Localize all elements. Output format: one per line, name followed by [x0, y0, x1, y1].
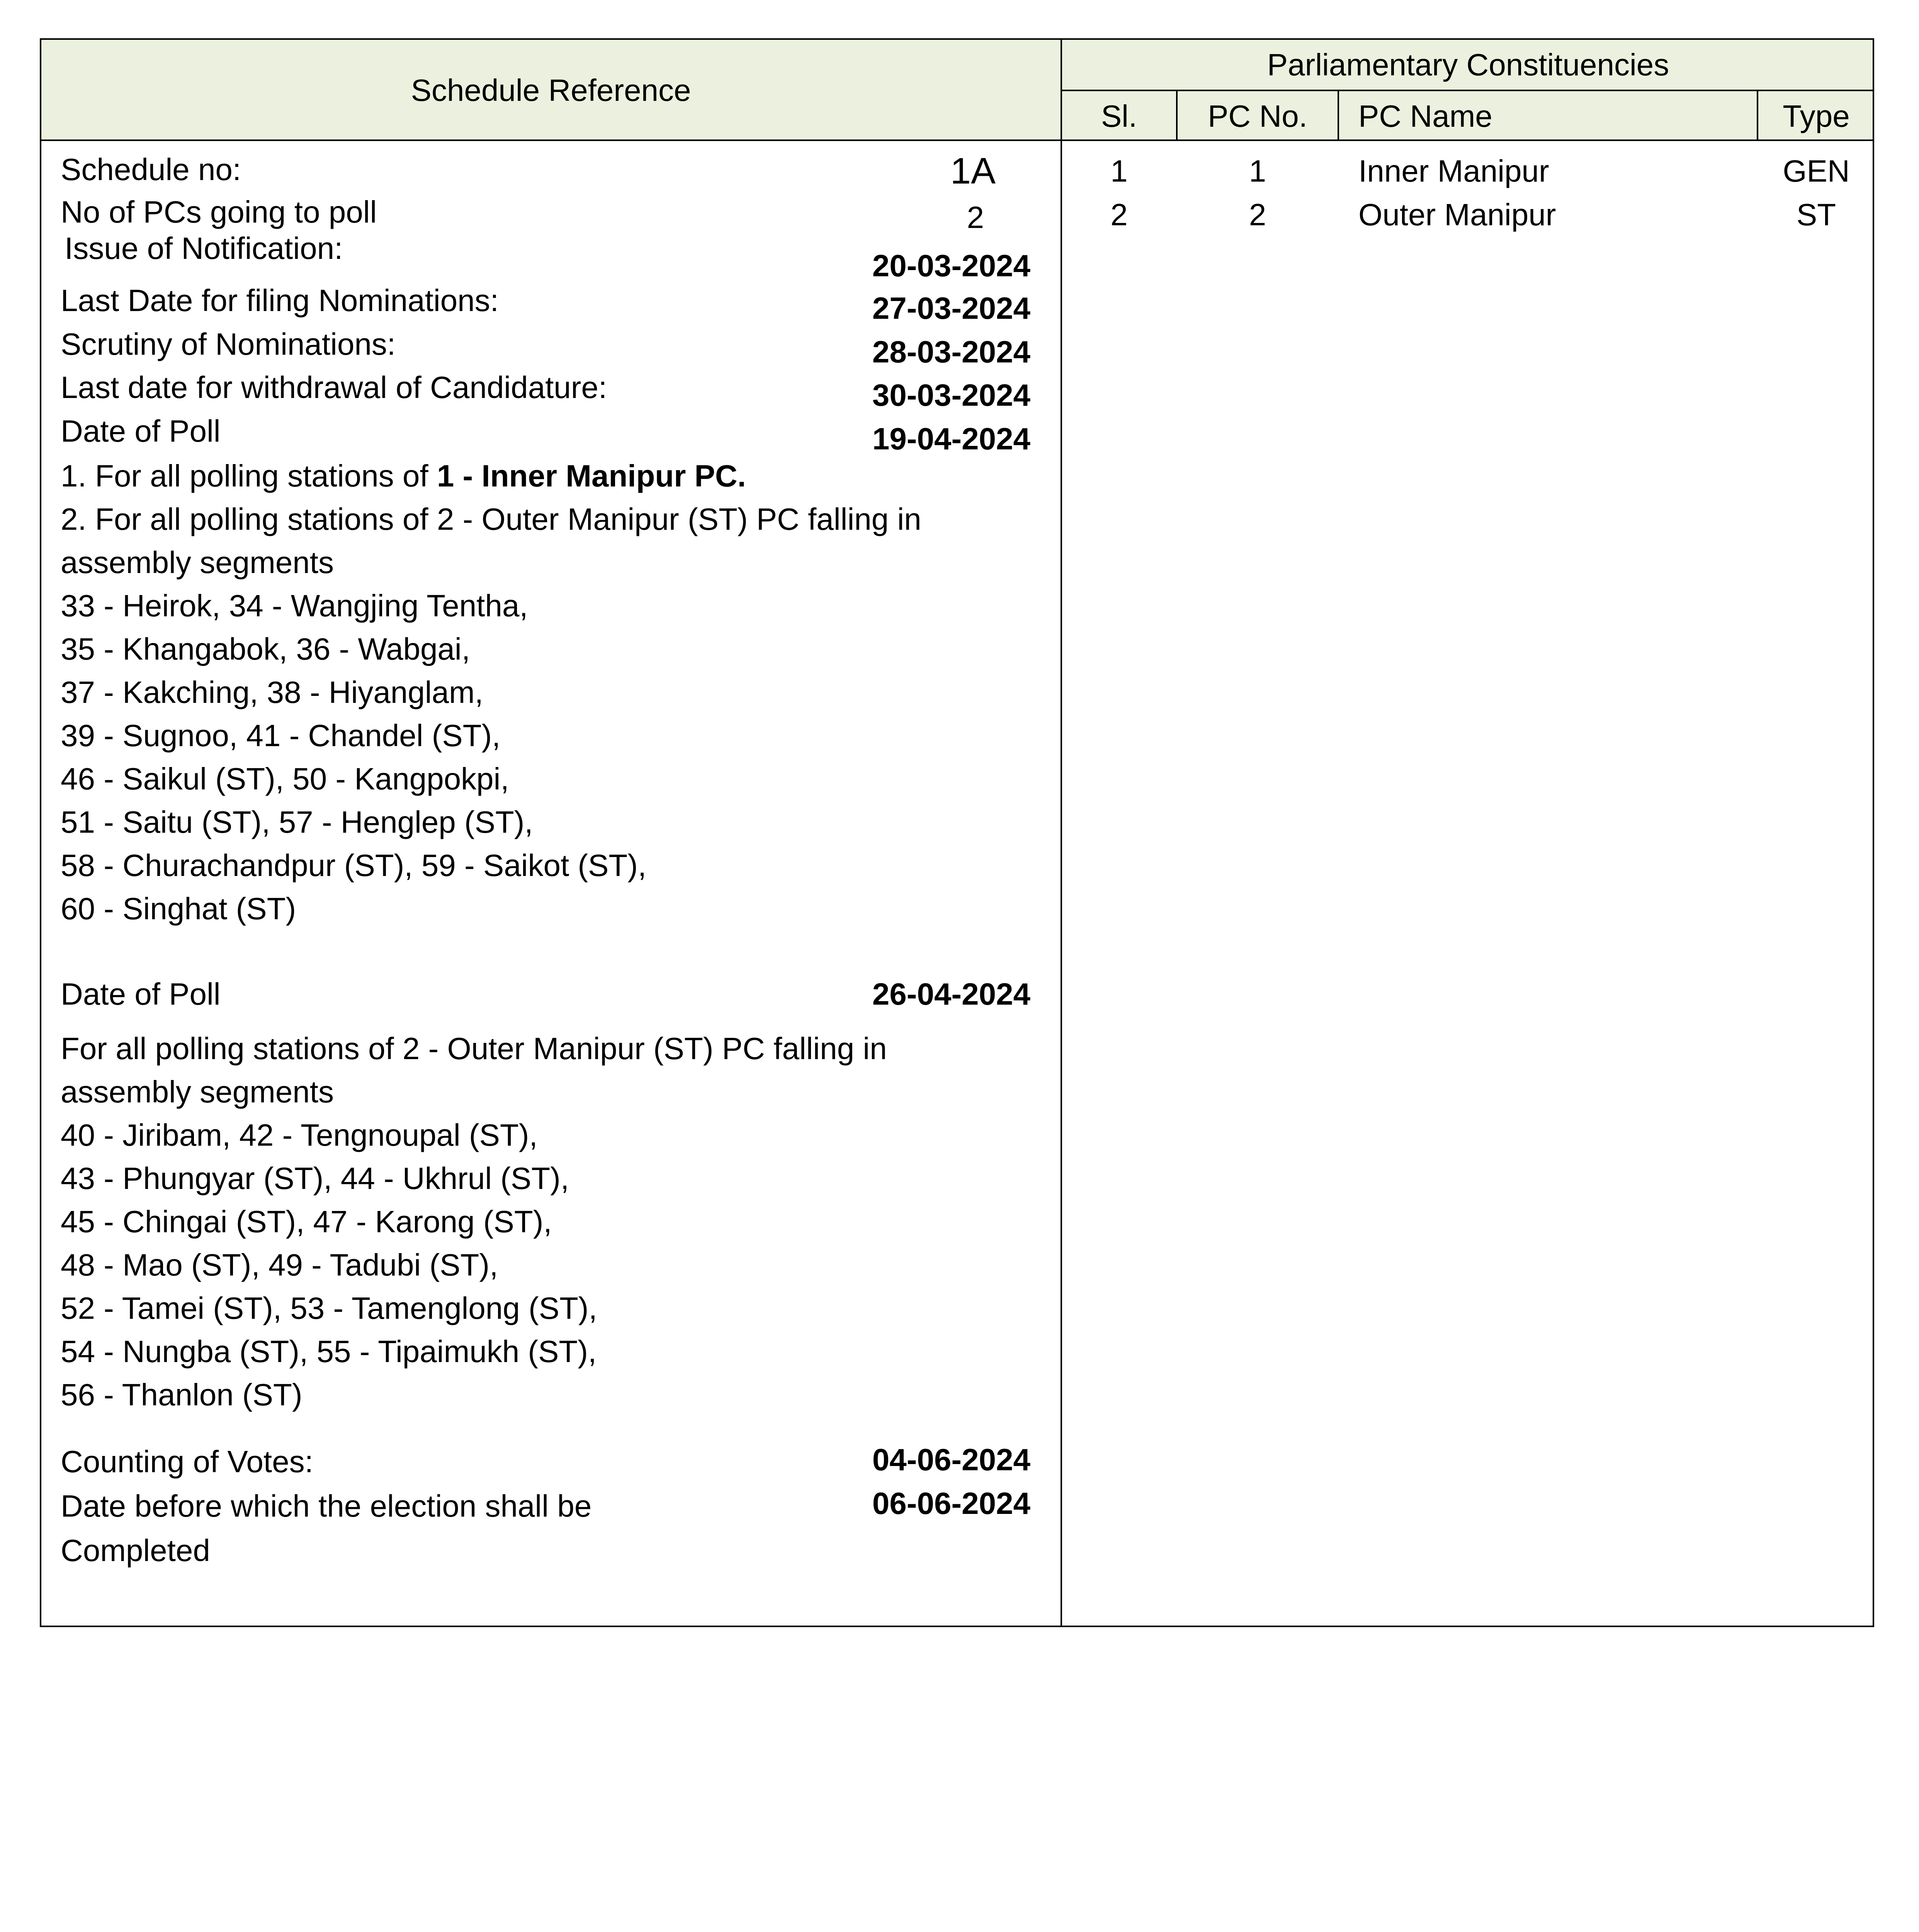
schedule-no-value: 1A	[950, 150, 996, 192]
phase1-line: 2. For all polling stations of 2 - Outer Manipur (ST) PC falling in	[61, 502, 921, 536]
scrutiny-value: 28-03-2024	[872, 335, 1030, 369]
schedule-no-label: Schedule no:	[61, 152, 241, 187]
pc-name: Inner Manipur	[1358, 154, 1549, 188]
withdrawal-label: Last date for withdrawal of Candidature:	[61, 370, 607, 405]
phase2-line: For all polling stations of 2 - Outer Manipur (ST) PC falling in	[61, 1031, 887, 1066]
schedule-reference-header: Schedule Reference	[411, 73, 691, 107]
completion-value: 06-06-2024	[872, 1486, 1030, 1520]
phase1-line: 58 - Churachandpur (ST), 59 - Saikot (ST),	[61, 848, 647, 883]
poll2-label: Date of Poll	[61, 977, 221, 1011]
phase1-line: 37 - Kakching, 38 - Hiyanglam,	[61, 675, 483, 709]
poll2-value: 26-04-2024	[872, 977, 1030, 1011]
col-header-type: Type	[1783, 99, 1850, 133]
phase1-line: 35 - Khangabok, 36 - Wabgai,	[61, 632, 470, 666]
pc-no: 2	[1249, 197, 1266, 232]
completion-label-1: Date before which the election shall be	[61, 1489, 592, 1523]
phase2-line: 56 - Thanlon (ST)	[61, 1378, 303, 1412]
phase1-line: 39 - Sugnoo, 41 - Chandel (ST),	[61, 718, 501, 753]
completion-label-2: Completed	[61, 1533, 210, 1568]
poll1-value: 19-04-2024	[872, 422, 1030, 456]
pc-sl: 2	[1110, 197, 1128, 232]
pcs-value: 2	[967, 200, 984, 235]
col-header-pc-no: PC No.	[1208, 99, 1307, 133]
phase1-line: 51 - Saitu (ST), 57 - Henglep (ST),	[61, 805, 533, 839]
phase1-line: 46 - Saikul (ST), 50 - Kangpokpi,	[61, 762, 509, 796]
pc-type: ST	[1796, 197, 1836, 232]
counting-value: 04-06-2024	[872, 1442, 1030, 1477]
scrutiny-label: Scrutiny of Nominations:	[61, 327, 396, 361]
column-divider	[1061, 40, 1062, 1626]
phase2-description	[61, 1027, 1042, 1417]
phase2-line: 52 - Tamei (ST), 53 - Tamenglong (ST),	[61, 1291, 597, 1325]
phase1-description	[61, 454, 1042, 930]
pc-no: 1	[1249, 154, 1266, 188]
pc-name: Outer Manipur	[1358, 197, 1556, 232]
pcs-label: No of PCs going to poll	[61, 195, 377, 229]
col-header-sl: Sl.	[1101, 99, 1137, 133]
phase2-line: assembly segments	[61, 1075, 334, 1109]
counting-label: Counting of Votes:	[61, 1444, 313, 1479]
col-header-pc-name: PC Name	[1358, 99, 1492, 133]
phase1-line: 60 - Singhat (ST)	[61, 891, 296, 926]
pc-sl: 1	[1110, 154, 1128, 188]
phase2-line: 43 - Phungyar (ST), 44 - Ukhrul (ST),	[61, 1161, 569, 1196]
phase1-line: 33 - Heirok, 34 - Wangjing Tentha,	[61, 588, 528, 623]
notification-label: Issue of Notification:	[65, 231, 343, 265]
phase1-line-1: 1. For all polling stations of 1 - Inner Manipur PC.	[61, 459, 746, 493]
phase2-line: 40 - Jiribam, 42 - Tengnoupal (ST),	[61, 1118, 538, 1152]
schedule-table	[40, 38, 1874, 1627]
pc-type: GEN	[1783, 154, 1850, 188]
notification-value: 20-03-2024	[872, 248, 1030, 283]
withdrawal-value: 30-03-2024	[872, 378, 1030, 412]
phase2-line: 54 - Nungba (ST), 55 - Tipaimukh (ST),	[61, 1334, 597, 1369]
last-nomination-value: 27-03-2024	[872, 291, 1030, 325]
poll1-label: Date of Poll	[61, 414, 221, 448]
phase2-line: 45 - Chingai (ST), 47 - Karong (ST),	[61, 1204, 552, 1239]
last-nomination-label: Last Date for filing Nominations:	[61, 283, 499, 318]
phase2-line: 48 - Mao (ST), 49 - Tadubi (ST),	[61, 1248, 498, 1282]
phase1-line: assembly segments	[61, 545, 334, 580]
parliamentary-constituencies-header: Parliamentary Constituencies	[1267, 47, 1669, 82]
